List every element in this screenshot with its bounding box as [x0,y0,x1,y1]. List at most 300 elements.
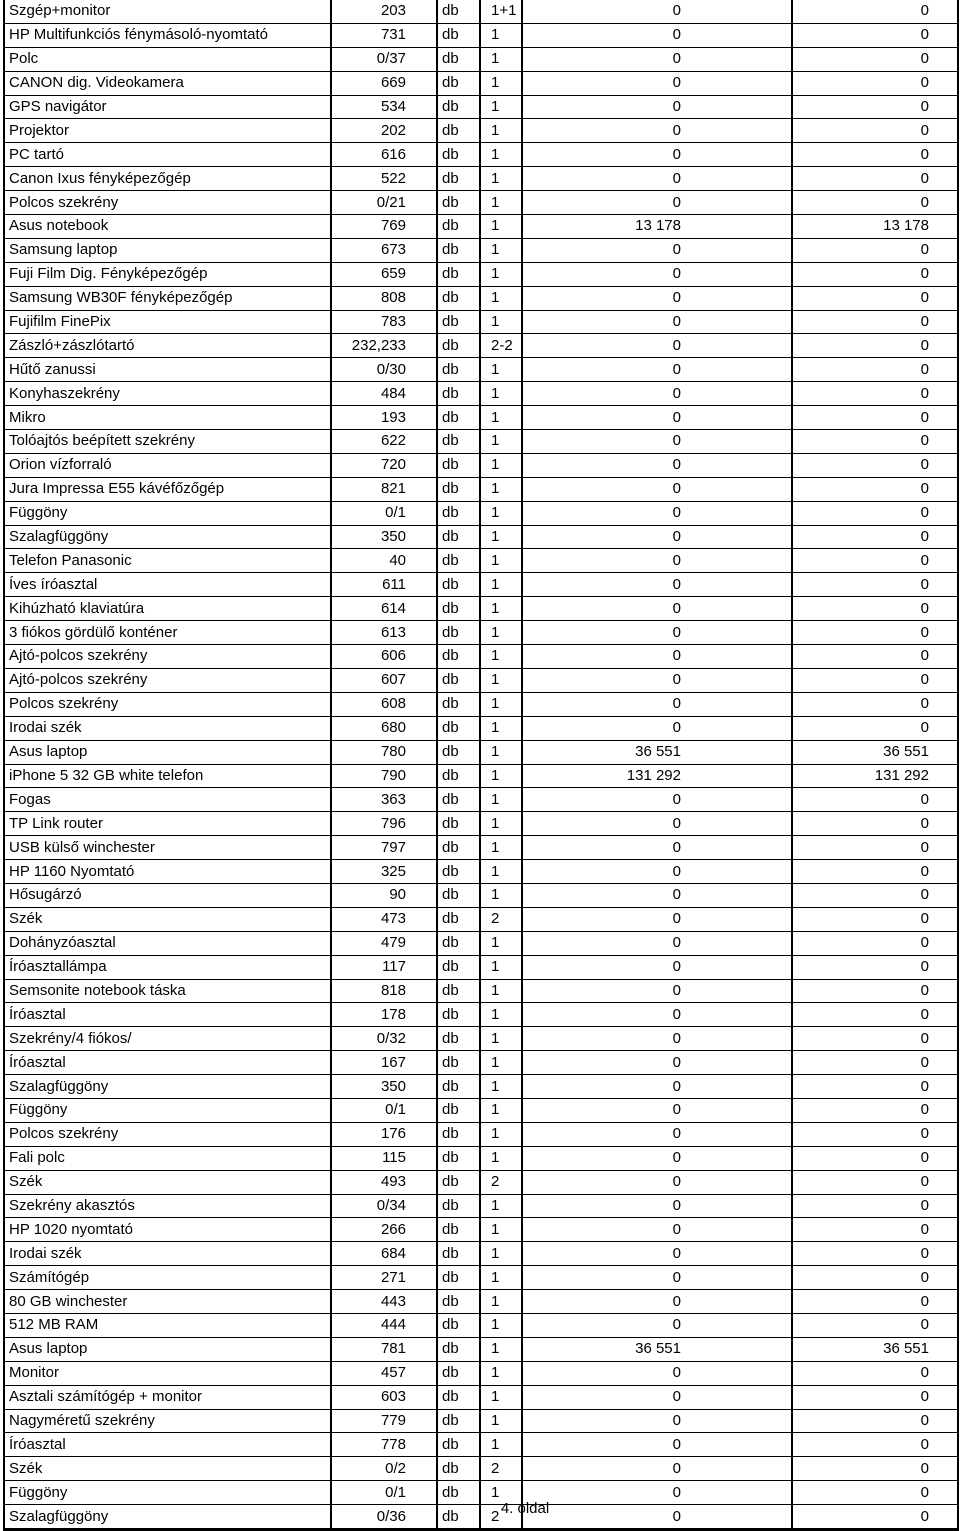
cell-v2: 0 [792,358,958,382]
cell-v2: 0 [792,1170,958,1194]
table-row [4,0,958,23]
table-row [4,1242,958,1266]
cell-name: GPS navigátor [4,95,331,119]
cell-code: 603 [331,1385,437,1409]
cell-name: Samsung laptop [4,238,331,262]
cell-v1: 0 [522,1122,792,1146]
cell-unit: db [437,860,480,884]
cell-code: 473 [331,907,437,931]
cell-unit: db [437,1051,480,1075]
cell-v1: 0 [522,1481,792,1505]
cell-v1: 13 178 [522,215,792,239]
cell-v1: 0 [522,907,792,931]
cell-unit: db [437,1098,480,1122]
table-row [4,1027,958,1051]
cell-v2: 0 [792,286,958,310]
cell-code: 0/1 [331,1481,437,1505]
cell-name: Íróasztallámpa [4,955,331,979]
cell-unit: db [437,1385,480,1409]
cell-v2: 0 [792,71,958,95]
cell-v1: 0 [522,549,792,573]
cell-qty: 1 [480,1385,522,1409]
table-row [4,668,958,692]
cell-code: 0/30 [331,358,437,382]
cell-code: 0/36 [331,1505,437,1530]
table-row [4,621,958,645]
cell-code: 40 [331,549,437,573]
cell-v1: 0 [522,119,792,143]
cell-qty: 2 [480,1170,522,1194]
cell-v2: 0 [792,47,958,71]
cell-qty: 1 [480,477,522,501]
cell-unit: db [437,1170,480,1194]
cell-code: 818 [331,979,437,1003]
cell-v2: 0 [792,716,958,740]
cell-v2: 131 292 [792,764,958,788]
cell-qty: 1 [480,716,522,740]
inventory-rows [4,0,958,1530]
cell-v2: 0 [792,931,958,955]
table-row [4,1051,958,1075]
table-row [4,215,958,239]
cell-code: 616 [331,143,437,167]
cell-unit: db [437,1313,480,1337]
cell-v1: 0 [522,1170,792,1194]
cell-qty: 1 [480,597,522,621]
cell-v1: 0 [522,191,792,215]
cell-v1: 0 [522,788,792,812]
cell-name: Irodai szék [4,1242,331,1266]
cell-code: 0/1 [331,1098,437,1122]
cell-name: 512 MB RAM [4,1313,331,1337]
table-row [4,1457,958,1481]
cell-name: Orion vízforraló [4,453,331,477]
cell-unit: db [437,1457,480,1481]
cell-name: HP 1020 nyomtató [4,1218,331,1242]
cell-unit: db [437,907,480,931]
cell-code: 522 [331,167,437,191]
cell-qty: 1 [480,453,522,477]
cell-v1: 0 [522,883,792,907]
cell-qty: 1 [480,525,522,549]
cell-v2: 0 [792,788,958,812]
cell-code: 796 [331,812,437,836]
table-row [4,955,958,979]
cell-unit: db [437,597,480,621]
cell-v2: 0 [792,573,958,597]
cell-code: 607 [331,668,437,692]
cell-code: 783 [331,310,437,334]
cell-qty: 2 [480,907,522,931]
cell-v1: 0 [522,597,792,621]
table-row [4,1098,958,1122]
cell-qty: 1 [480,1051,522,1075]
cell-v2: 0 [792,119,958,143]
cell-v2: 0 [792,1457,958,1481]
cell-v2: 0 [792,836,958,860]
cell-name: Fali polc [4,1146,331,1170]
table-row [4,1433,958,1457]
cell-v1: 0 [522,0,792,23]
cell-qty: 1 [480,979,522,1003]
cell-unit: db [437,23,480,47]
cell-unit: db [437,716,480,740]
cell-unit: db [437,95,480,119]
table-row [4,692,958,716]
cell-unit: db [437,71,480,95]
cell-qty: 1 [480,1098,522,1122]
cell-v1: 0 [522,95,792,119]
cell-code: 271 [331,1266,437,1290]
table-row [4,764,958,788]
cell-name: Szék [4,907,331,931]
cell-v2: 0 [792,430,958,454]
cell-unit: db [437,931,480,955]
cell-unit: db [437,1505,480,1530]
cell-qty: 1 [480,1027,522,1051]
cell-qty: 1 [480,573,522,597]
cell-name: Dohányzóasztal [4,931,331,955]
cell-v2: 0 [792,621,958,645]
cell-v1: 0 [522,334,792,358]
cell-qty: 1 [480,883,522,907]
table-row [4,310,958,334]
cell-name: Szalagfüggöny [4,1075,331,1099]
table-row [4,47,958,71]
table-row [4,71,958,95]
cell-unit: db [437,740,480,764]
cell-qty: 2 [480,1505,522,1530]
inventory-table [3,0,959,1531]
cell-unit: db [437,955,480,979]
cell-name: Kihúzható klaviatúra [4,597,331,621]
cell-qty: 1 [480,382,522,406]
cell-v2: 0 [792,883,958,907]
table-row [4,597,958,621]
cell-v1: 0 [522,1290,792,1314]
table-row [4,1075,958,1099]
cell-v1: 36 551 [522,1337,792,1361]
cell-v2: 0 [792,1409,958,1433]
cell-code: 622 [331,430,437,454]
cell-name: 3 fiókos gördülő konténer [4,621,331,645]
table-row [4,262,958,286]
table-row [4,143,958,167]
cell-v2: 0 [792,477,958,501]
cell-unit: db [437,119,480,143]
cell-unit: db [437,1122,480,1146]
table-row [4,788,958,812]
cell-qty: 1 [480,358,522,382]
cell-code: 731 [331,23,437,47]
cell-unit: db [437,1433,480,1457]
table-row [4,525,958,549]
cell-code: 444 [331,1313,437,1337]
cell-v2: 0 [792,143,958,167]
table-row [4,860,958,884]
cell-v2: 0 [792,692,958,716]
cell-qty: 1 [480,1361,522,1385]
cell-v1: 0 [522,668,792,692]
cell-code: 0/21 [331,191,437,215]
cell-name: Samsung WB30F fényképezőgép [4,286,331,310]
cell-v1: 0 [522,836,792,860]
cell-code: 325 [331,860,437,884]
page-number: 4. oldal [500,1500,550,1517]
cell-name: Projektor [4,119,331,143]
table-row [4,1385,958,1409]
cell-name: Szalagfüggöny [4,525,331,549]
cell-v1: 0 [522,931,792,955]
cell-v1: 0 [522,358,792,382]
table-row [4,238,958,262]
cell-v1: 0 [522,860,792,884]
cell-qty: 2-2 [480,334,522,358]
cell-name: Íróasztal [4,1051,331,1075]
table-row [4,1313,958,1337]
cell-v2: 0 [792,1003,958,1027]
cell-name: Fogas [4,788,331,812]
cell-v2: 0 [792,1194,958,1218]
cell-unit: db [437,167,480,191]
cell-v2: 0 [792,453,958,477]
cell-v2: 0 [792,668,958,692]
cell-name: Mikro [4,406,331,430]
cell-qty: 1 [480,1075,522,1099]
cell-name: Asus notebook [4,215,331,239]
cell-unit: db [437,143,480,167]
cell-qty: 1 [480,668,522,692]
cell-v1: 0 [522,1003,792,1027]
cell-name: Monitor [4,1361,331,1385]
cell-qty: 1 [480,812,522,836]
cell-name: Szék [4,1170,331,1194]
cell-v2: 0 [792,860,958,884]
cell-v1: 0 [522,286,792,310]
cell-v2: 0 [792,501,958,525]
cell-v1: 0 [522,1361,792,1385]
cell-name: Íves íróasztal [4,573,331,597]
cell-code: 479 [331,931,437,955]
table-row [4,907,958,931]
cell-qty: 1 [480,238,522,262]
cell-code: 769 [331,215,437,239]
table-row [4,1337,958,1361]
cell-v2: 0 [792,262,958,286]
table-row [4,716,958,740]
table-row [4,286,958,310]
cell-code: 0/32 [331,1027,437,1051]
cell-v2: 0 [792,1075,958,1099]
cell-v1: 0 [522,453,792,477]
cell-code: 780 [331,740,437,764]
cell-code: 203 [331,0,437,23]
table-row [4,931,958,955]
cell-code: 608 [331,692,437,716]
cell-qty: 1 [480,1409,522,1433]
cell-v1: 0 [522,71,792,95]
cell-v1: 0 [522,47,792,71]
cell-name: Telefon Panasonic [4,549,331,573]
cell-qty: 1 [480,1194,522,1218]
cell-code: 115 [331,1146,437,1170]
cell-qty: 1 [480,955,522,979]
cell-unit: db [437,501,480,525]
table-row [4,1194,958,1218]
cell-code: 797 [331,836,437,860]
cell-code: 443 [331,1290,437,1314]
cell-qty: 1 [480,1242,522,1266]
cell-qty: 1 [480,1337,522,1361]
table-row [4,1361,958,1385]
cell-v2: 0 [792,812,958,836]
cell-name: PC tartó [4,143,331,167]
cell-qty: 1 [480,95,522,119]
cell-unit: db [437,1003,480,1027]
cell-unit: db [437,1218,480,1242]
table-row [4,1170,958,1194]
cell-unit: db [437,215,480,239]
cell-code: 178 [331,1003,437,1027]
cell-code: 684 [331,1242,437,1266]
cell-qty: 1 [480,1290,522,1314]
cell-unit: db [437,1290,480,1314]
cell-unit: db [437,573,480,597]
cell-unit: db [437,262,480,286]
cell-v2: 0 [792,406,958,430]
table-row [4,501,958,525]
cell-name: 80 GB winchester [4,1290,331,1314]
cell-v1: 0 [522,525,792,549]
cell-name: Szgép+monitor [4,0,331,23]
table-row [4,95,958,119]
cell-code: 117 [331,955,437,979]
cell-qty: 1 [480,836,522,860]
cell-code: 0/1 [331,501,437,525]
cell-v2: 0 [792,238,958,262]
cell-qty: 1 [480,1313,522,1337]
cell-v1: 0 [522,1194,792,1218]
cell-name: HP Multifunkciós fénymásoló-nyomtató [4,23,331,47]
cell-name: Szekrény/4 fiókos/ [4,1027,331,1051]
table-row [4,740,958,764]
cell-v2: 0 [792,167,958,191]
cell-v2: 0 [792,95,958,119]
cell-name: Tolóajtós beépített szekrény [4,430,331,454]
cell-unit: db [437,836,480,860]
table-row [4,1218,958,1242]
cell-unit: db [437,1075,480,1099]
cell-code: 680 [331,716,437,740]
cell-name: Semsonite notebook táska [4,979,331,1003]
cell-code: 669 [331,71,437,95]
cell-name: Számítógép [4,1266,331,1290]
cell-unit: db [437,477,480,501]
cell-name: Polcos szekrény [4,692,331,716]
cell-code: 606 [331,645,437,669]
cell-v2: 0 [792,907,958,931]
cell-qty: 1 [480,1266,522,1290]
cell-unit: db [437,1146,480,1170]
cell-v2: 0 [792,1266,958,1290]
cell-v2: 0 [792,23,958,47]
cell-v2: 0 [792,1361,958,1385]
cell-v2: 0 [792,597,958,621]
cell-v2: 0 [792,1505,958,1530]
cell-unit: db [437,191,480,215]
cell-code: 611 [331,573,437,597]
cell-v1: 0 [522,1075,792,1099]
table-row [4,573,958,597]
cell-v1: 0 [522,1266,792,1290]
cell-unit: db [437,812,480,836]
cell-unit: db [437,788,480,812]
cell-code: 614 [331,597,437,621]
cell-name: Hűtő zanussi [4,358,331,382]
cell-unit: db [437,0,480,23]
cell-v2: 0 [792,382,958,406]
cell-name: Canon Ixus fényképezőgép [4,167,331,191]
cell-v2: 0 [792,1218,958,1242]
cell-qty: 1 [480,262,522,286]
cell-qty: 1 [480,430,522,454]
cell-name: Polcos szekrény [4,1122,331,1146]
cell-v2: 0 [792,334,958,358]
cell-name: Szalagfüggöny [4,1505,331,1530]
cell-code: 534 [331,95,437,119]
cell-name: Ajtó-polcos szekrény [4,668,331,692]
cell-unit: db [437,382,480,406]
cell-v2: 0 [792,1290,958,1314]
cell-code: 350 [331,1075,437,1099]
cell-code: 673 [331,238,437,262]
cell-code: 363 [331,788,437,812]
cell-v2: 0 [792,191,958,215]
cell-qty: 1 [480,215,522,239]
cell-v1: 0 [522,477,792,501]
cell-v2: 0 [792,1433,958,1457]
cell-name: Fujifilm FinePix [4,310,331,334]
cell-unit: db [437,883,480,907]
cell-unit: db [437,1027,480,1051]
table-row [4,453,958,477]
cell-name: Szék [4,1457,331,1481]
table-row [4,1409,958,1433]
cell-v1: 0 [522,167,792,191]
cell-name: Függöny [4,1098,331,1122]
cell-code: 720 [331,453,437,477]
cell-unit: db [437,525,480,549]
cell-unit: db [437,358,480,382]
cell-unit: db [437,668,480,692]
cell-code: 457 [331,1361,437,1385]
cell-v1: 0 [522,955,792,979]
cell-code: 0/34 [331,1194,437,1218]
cell-v1: 0 [522,23,792,47]
table-row [4,645,958,669]
cell-v1: 0 [522,238,792,262]
cell-v2: 0 [792,310,958,334]
cell-code: 779 [331,1409,437,1433]
table-row [4,406,958,430]
table-row [4,167,958,191]
cell-v2: 0 [792,1385,958,1409]
cell-code: 613 [331,621,437,645]
cell-code: 232,233 [331,334,437,358]
cell-code: 659 [331,262,437,286]
cell-v2: 0 [792,1242,958,1266]
cell-v1: 0 [522,1098,792,1122]
